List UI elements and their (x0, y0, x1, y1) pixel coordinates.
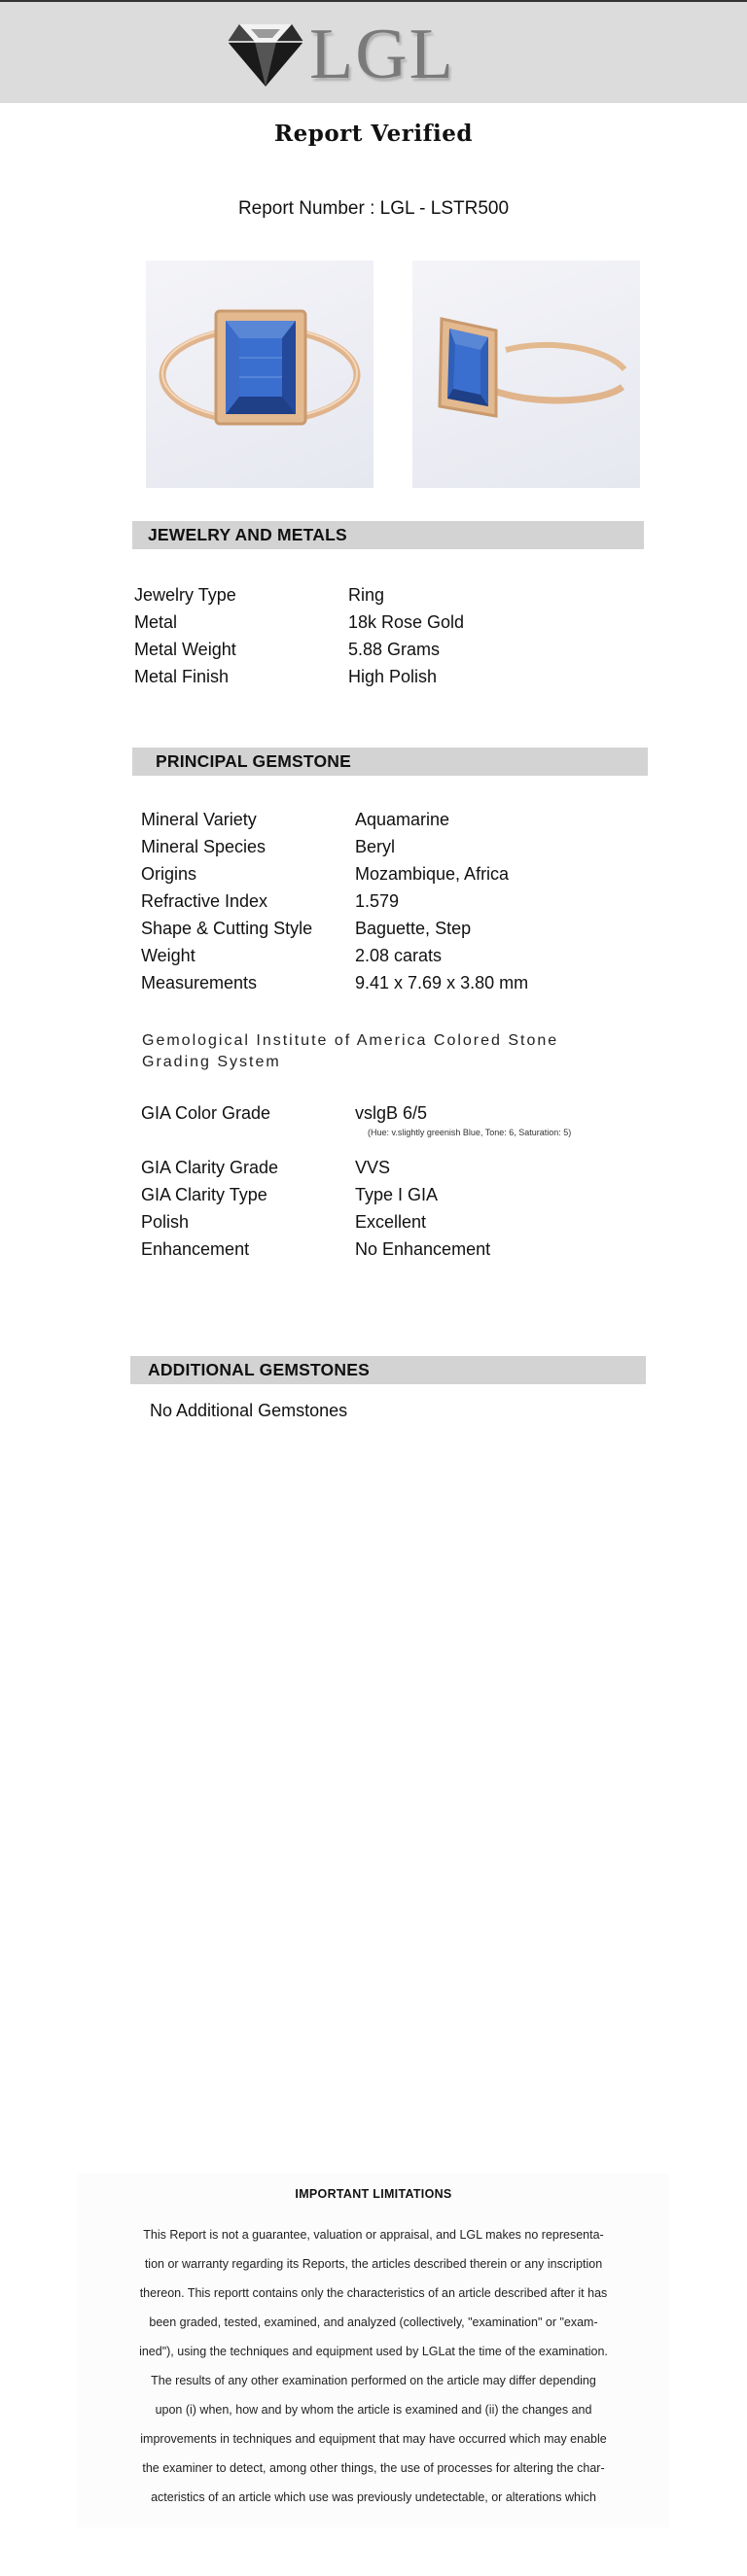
row-value: Beryl (355, 837, 396, 856)
row-label: Weight (141, 946, 196, 965)
row-label: Mineral Variety (141, 810, 257, 829)
ring-photo-front (146, 261, 374, 488)
report-number-value: LGL - LSTR500 (379, 198, 510, 219)
page-title: Report Verified (274, 121, 473, 147)
report-number (0, 198, 747, 220)
row-value: vslgB 6/5 (355, 1103, 428, 1123)
row-value: Mozambique, Africa (355, 864, 510, 884)
header-banner (0, 0, 747, 103)
row-value: 9.41 x 7.69 x 3.80 mm (355, 973, 529, 992)
limitations-line: tion or warranty regarding its Reports, the articles described therein or any inscription (144, 2257, 603, 2271)
limitations-line: improvements in techniques and equipment that may have occurred which may enable (140, 2432, 607, 2446)
row-value: Type I GIA (355, 1185, 439, 1204)
section-additional-gemstones: ADDITIONAL GEMSTONES (130, 1356, 646, 1384)
row-label: Measurements (141, 973, 258, 992)
row-value: 1.579 (355, 891, 400, 911)
row-value: Aquamarine (355, 810, 450, 829)
row-value: 2.08 carats (355, 946, 443, 965)
section-principal-gemstone: PRINCIPAL GEMSTONE (132, 748, 648, 776)
limitations-line: the examiner to detect, among other things, the use of processes for altering the char- (142, 2461, 605, 2475)
row-label: Metal Finish (134, 667, 230, 686)
row-value: Ring (348, 585, 385, 605)
report-number-label: Report Number : (237, 198, 380, 219)
row-value: VVS (355, 1158, 391, 1177)
row-label: Metal Weight (134, 640, 236, 659)
row-label: Enhancement (141, 1239, 250, 1259)
row-label: Metal (134, 612, 178, 632)
row-value: 18k Rose Gold (348, 612, 465, 632)
limitations-line: ined"), using the techniques and equipment used by LGLat the time of the examination. (139, 2345, 608, 2358)
row-label: Mineral Species (141, 837, 267, 856)
ring-photo-side (412, 261, 640, 488)
diamond-icon (226, 20, 305, 88)
row-label: Polish (141, 1212, 190, 1232)
row-label: Jewelry Type (134, 585, 236, 605)
limitations-line: The results of any other examination performed on the article may differ depending (151, 2374, 596, 2387)
lgl-logo (226, 15, 455, 94)
limitations-line: upon (i) when, how and by whom the article is examined and (ii) the changes and (155, 2403, 592, 2417)
row-label: GIA Color Grade (141, 1103, 271, 1123)
row-value: Excellent (355, 1212, 427, 1232)
limitations-title: IMPORTANT LIMITATIONS (295, 2187, 452, 2201)
row-label: Refractive Index (141, 891, 268, 911)
row-label: GIA Clarity Type (141, 1185, 267, 1204)
row-label: Origins (141, 864, 197, 884)
row-label: GIA Clarity Grade (141, 1158, 279, 1177)
logo-text: LGL (309, 15, 455, 94)
gia-grading-heading: Gemological Institute of America Colored Stone Grading System (142, 1032, 559, 1070)
limitations-line: thereon. This reportt contains only the characteristics of an article described after it has (139, 2286, 608, 2300)
row-value: Baguette, Step (355, 919, 472, 938)
no-additional-gemstones: No Additional Gemstones (150, 1401, 348, 1420)
section-jewelry-metals: JEWELRY AND METALS (132, 521, 644, 549)
limitations-line: been graded, tested, examined, and analyzed (collectively, "examination" or "exam- (149, 2315, 598, 2329)
row-value: 5.88 Grams (348, 640, 441, 659)
limitations-line: This Report is not a guarantee, valuation or appraisal, and LGL makes no representa- (143, 2228, 604, 2242)
row-value: High Polish (348, 667, 438, 686)
hue-note: (Hue: v.slightly greenish Blue, Tone: 6, Saturation: 5) (368, 1128, 572, 1137)
row-label: Shape & Cutting Style (141, 919, 313, 938)
limitations-line: acteristics of an article which use was previously undetectable, or alterations which (151, 2490, 596, 2504)
row-value: No Enhancement (355, 1239, 491, 1259)
